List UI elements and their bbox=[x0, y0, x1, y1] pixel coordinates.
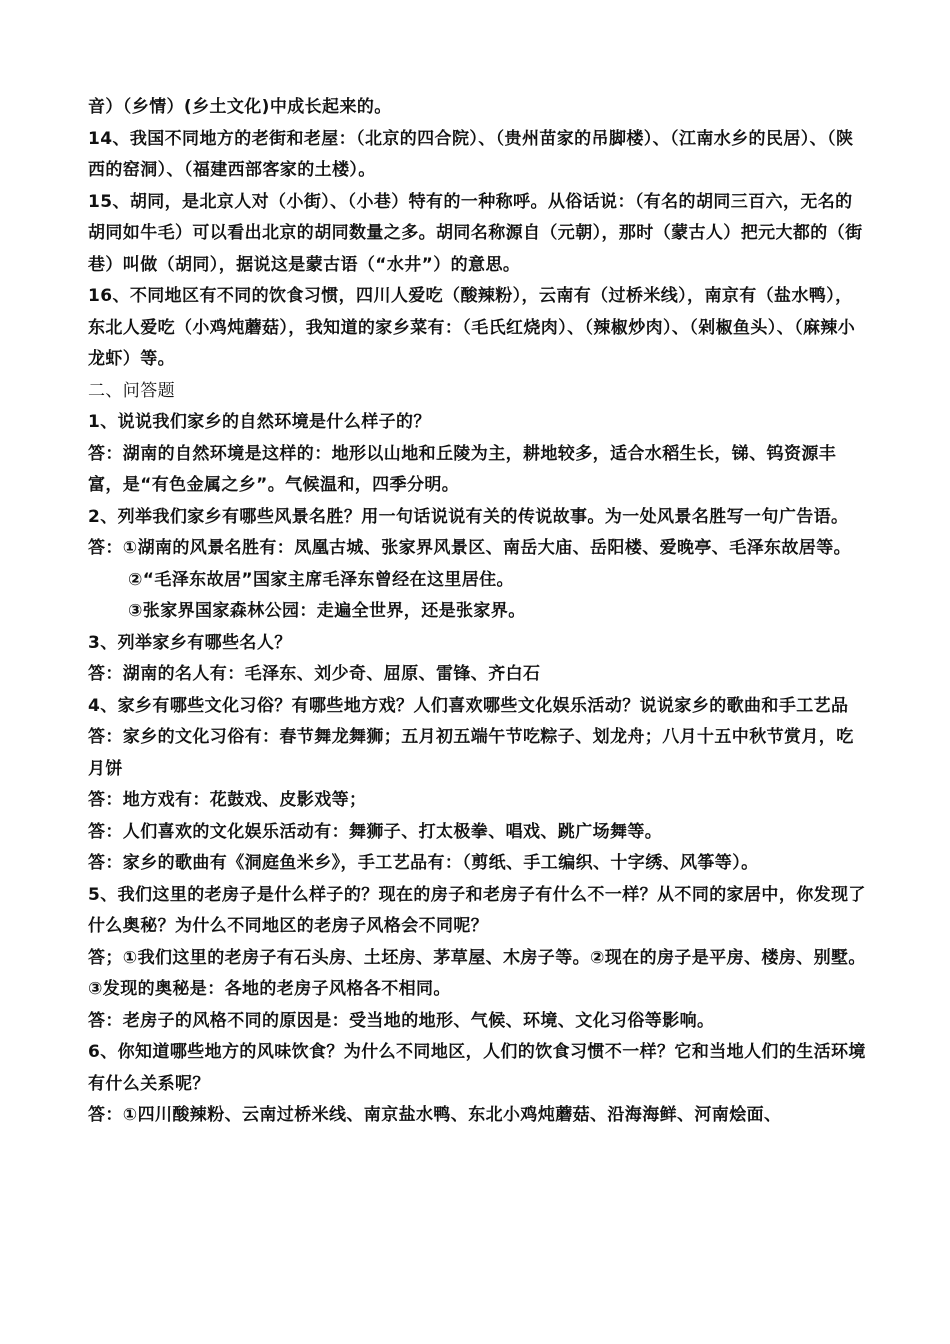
answer-4-songs-crafts: 答：家乡的歌曲有《洞庭鱼米乡》，手工艺品有：（剪纸、手工编织、十字绣、风筝等）。 bbox=[88, 853, 759, 873]
answer-5-part-1: 答；①我们这里的老房子有石头房、土坯房、茅草屋、木房子等。②现在的房子是平房、楼房、别墅。③发现的奥秘是：各地的老房子风格各不相同。 bbox=[88, 947, 866, 999]
question-6: 6、你知道哪些地方的风味饮食？为什么不同地区，人们的饮食习惯不一样？它和当地人们的生活环境有什么关系呢？ bbox=[88, 1042, 866, 1094]
item-16: 16、不同地区有不同的饮食习惯，四川人爱吃（酸辣粉），云南有（过桥米线），南京有（盐水鸭），东北人爱吃（小鸡炖蘑菇），我知道的家乡菜有：（毛氏红烧肉）、（辣椒炒肉）、（剁椒鱼头）、（麻辣小龙虾）等。 bbox=[88, 286, 856, 369]
item-15: 15、胡同，是北京人对（小街）、（小巷）特有的一种称呼。从俗话说：（有名的胡同三百六，无名的胡同如牛毛）可以看出北京的胡同数量之多。胡同名称源自（元朝），那时（蒙古人）把元大都的（街巷）叫做（胡同），据说这是蒙古语（“水井”）的意思。 bbox=[88, 191, 863, 275]
question-3: 3、列举家乡有哪些名人？ bbox=[88, 632, 292, 653]
question-1: 1、说说我们家乡的自然环境是什么样子的？ bbox=[88, 412, 431, 432]
answer-2-part-3: ③张家界国家森林公园：走遍全世界，还是张家界。 bbox=[128, 601, 526, 621]
answer-1: 答：湖南的自然环境是这样的：地形以山地和丘陵为主，耕地较多，适合水稻生长，锑、钨资源丰富，是“有色金属之乡”。气候温和，四季分明。 bbox=[88, 443, 837, 495]
answer-5-part-2: 答：老房子的风格不同的原因是：受当地的地形、气候、环境、文化习俗等影响。 bbox=[88, 1010, 715, 1031]
answer-2-part-2: ②“毛泽东故居”国家主席毛泽东曾经在这里居住。 bbox=[128, 569, 514, 590]
question-5: 5、我们这里的老房子是什么样子的？现在的房子和老房子有什么不一样？从不同的家居中，你发现了什么奥秘？为什么不同地区的老房子风格会不同呢？ bbox=[88, 884, 866, 936]
answer-2-part-1: 答：①湖南的风景名胜有：凤凰古城、张家界风景区、南岳大庙、岳阳楼、爱晚亭、毛泽东故居等。 bbox=[88, 538, 851, 558]
answer-4-opera: 答：地方戏有：花鼓戏、皮影戏等； bbox=[88, 790, 367, 810]
answer-4-customs: 答：家乡的文化习俗有：春节舞龙舞狮；五月初五端午节吃粽子、划龙舟；八月十五中秋节赏月，吃月饼 bbox=[88, 727, 854, 779]
question-2: 2、列举我们家乡有哪些风景名胜？用一句话说说有关的传说故事。为一处风景名胜写一句广告语。 bbox=[88, 506, 849, 527]
document-page bbox=[88, 92, 868, 1132]
answer-3: 答：湖南的名人有：毛泽东、刘少奇、屈原、雷锋、齐白石 bbox=[88, 664, 541, 684]
answer-4-activities: 答：人们喜欢的文化娱乐活动有：舞狮子、打太极拳、唱戏、跳广场舞等。 bbox=[88, 821, 663, 842]
question-4: 4、家乡有哪些文化习俗？有哪些地方戏？人们喜欢哪些文化娱乐活动？说说家乡的歌曲和手工艺品 bbox=[88, 695, 849, 716]
text-line-1: 音）（乡情）(乡土文化)中成长起来的。 bbox=[88, 97, 392, 117]
section-heading: 二、问答题 bbox=[88, 380, 175, 401]
answer-6: 答：①四川酸辣粉、云南过桥米线、南京盐水鸭、东北小鸡炖蘑菇、沿海海鲜、河南烩面、 bbox=[88, 1105, 782, 1125]
item-14: 14、我国不同地方的老街和老屋：（北京的四合院）、（贵州苗家的吊脚楼）、（江南水乡的民居）、（陕西的窑洞）、（福建西部客家的土楼）。 bbox=[88, 128, 854, 180]
